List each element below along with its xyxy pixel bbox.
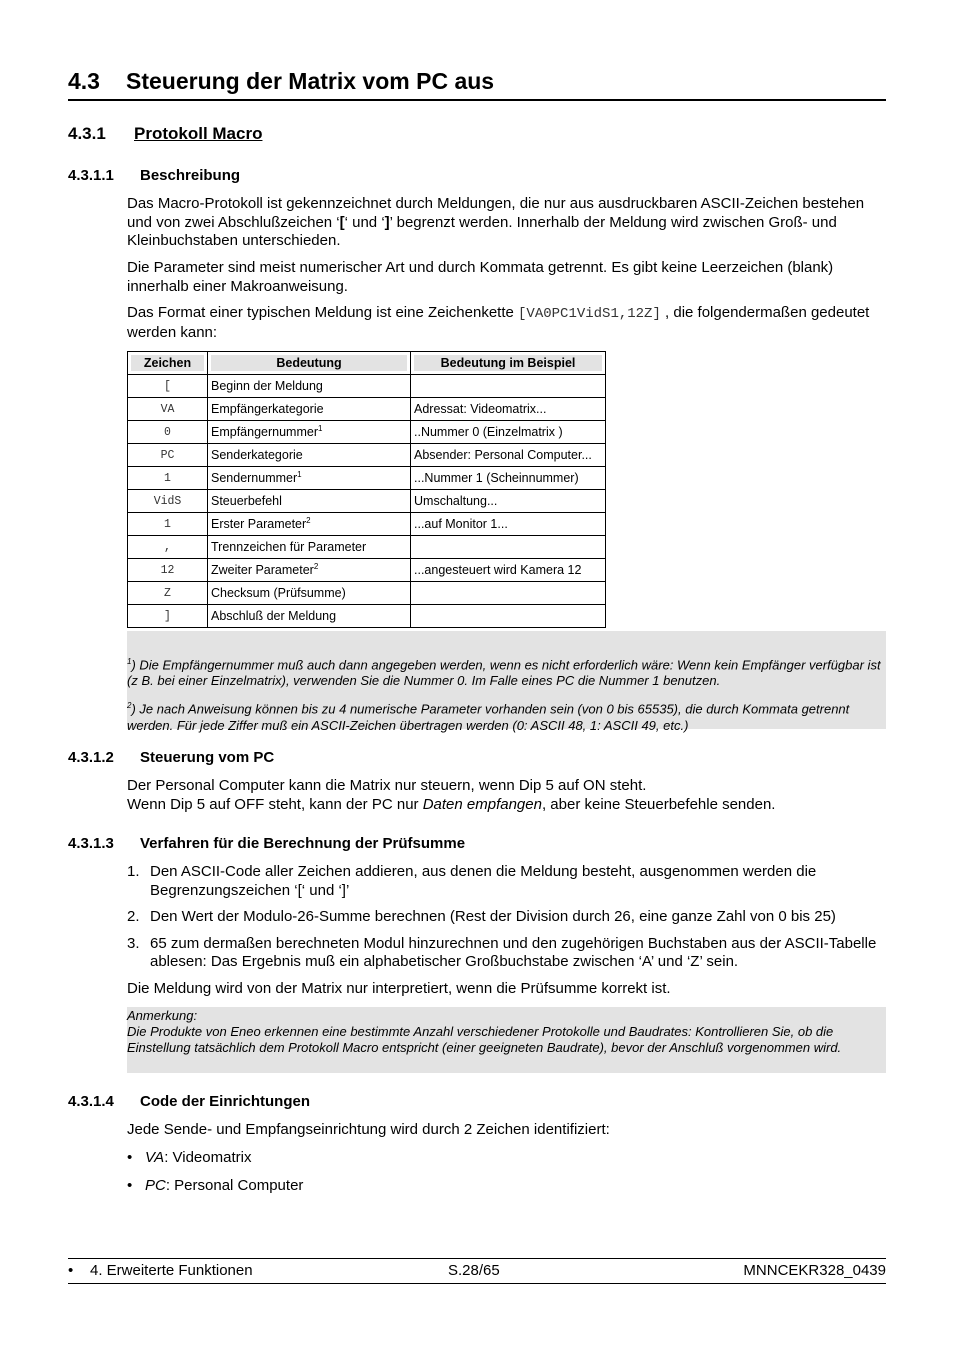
- cell-bedeutung: [208, 398, 411, 421]
- cell-beispiel: ...Nummer 1 (Scheinnummer): [411, 467, 606, 490]
- header-beispiel: [411, 352, 606, 375]
- heading-title: Verfahren für die Berechnung der Prüfsumme: [140, 835, 466, 852]
- footer-chapter: 4. Erweiterte Funktionen: [90, 1262, 253, 1279]
- list-item: [127, 863, 887, 900]
- cell-beispiel: [411, 605, 606, 628]
- text: Das Format einer typischen Meldung ist eine Zeichenkette: [127, 304, 519, 321]
- cell-text: Trennzeichen für Parameter: [211, 540, 367, 555]
- table-row: [128, 536, 606, 559]
- bullet-dot: •: [127, 1177, 133, 1194]
- cell-beispiel: [411, 536, 606, 559]
- macro-table: [127, 351, 606, 628]
- text-line: [127, 796, 887, 815]
- cell-beispiel: ...angesteuert wird Kamera 12: [411, 559, 606, 582]
- heading-number: 4.3.1.1: [68, 167, 114, 184]
- section-number: 4.3: [68, 68, 100, 94]
- paragraph-parameters: Die Parameter sind meist numerischer Art und durch Kommata getrennt. Es gibt keine Leerzeichen (blank) innerhalb einer Makroanweisung.: [127, 259, 834, 295]
- table-row: [128, 513, 606, 536]
- cell-text: Steuerbefehl: [211, 494, 282, 509]
- footnotes-box: [127, 631, 886, 733]
- cell-bedeutung: [208, 444, 411, 467]
- note-title: Anmerkung:: [127, 1008, 198, 1023]
- list-text: 65 zum dermaßen berechneten Modul hinzurechnen und den zugehörigen Buchstaben aus der ASCII-Tabelle ablesen: Das Ergebnis muß ein alphabetischer Großbuchstabe zwischen ‘A’ und ‘Z’ sein.: [150, 934, 877, 970]
- heading-code: [68, 1093, 310, 1110]
- table-row: [128, 582, 606, 605]
- table-row: [128, 467, 606, 490]
- footer-bullet: •: [68, 1262, 74, 1279]
- footnote-2: [127, 689, 886, 733]
- table-row: [128, 490, 606, 513]
- text: Das Macro-Protokoll ist gekennzeichnet durch Meldungen, die nur aus ausdruckbaren ASCII-Zeichen bestehen und von zwei Abschlußzeichen ‘: [127, 195, 865, 231]
- bracket-close: ]: [384, 213, 390, 231]
- cell-text: Senderkategorie: [211, 448, 303, 463]
- subsection-title: Protokoll Macro: [134, 124, 263, 143]
- bullet-dot: •: [127, 1149, 133, 1166]
- cell-zeichen: 12: [128, 559, 208, 582]
- checksum-steps: [127, 863, 887, 972]
- heading-title: Code der Einrichtungen: [140, 1093, 311, 1110]
- cell-beispiel: [411, 375, 606, 398]
- cell-beispiel: Adressat: Videomatrix...: [411, 398, 606, 421]
- heading-beschreibung: [68, 167, 240, 184]
- table-header-row: [128, 352, 606, 375]
- text: Wenn Dip 5 auf OFF steht, kann der PC nur: [127, 795, 423, 813]
- footnote-1: [127, 631, 886, 689]
- cell-zeichen: VA: [128, 398, 208, 421]
- cell-bedeutung: [208, 513, 411, 536]
- list-text: Den ASCII-Code aller Zeichen addieren, aus denen die Meldung besteht, ausgenommen werden die Begrenzungszeichen ‘[‘ und ‘]’: [150, 863, 817, 899]
- text: , die folgendermaßen gedeutet werden kann:: [127, 304, 870, 341]
- cell-bedeutung: [208, 375, 411, 398]
- cell-text: Sendernummer: [211, 471, 298, 486]
- cell-zeichen: VidS: [128, 490, 208, 513]
- cell-bedeutung: [208, 421, 411, 444]
- cell-bedeutung: [208, 490, 411, 513]
- list-number: 3.: [127, 934, 140, 952]
- note-text: Die Produkte von Eneo erkennen eine bestimmte Anzahl verschiedener Protokolle und Baudrates: Kontrollieren Sie, ob die Einstellung tatsächlich dem Protokoll Macro entspricht (einer geeigneten Baudrate), bevor der Anschluß vorgenommen wird.: [127, 1024, 842, 1055]
- note-box: [127, 1007, 886, 1073]
- cell-text: Empfängerkategorie: [211, 402, 324, 417]
- heading-title: Beschreibung: [140, 167, 241, 184]
- footer-page-number: S.28/65: [448, 1262, 500, 1279]
- cell-beispiel: ..Nummer 0 (Einzelmatrix ): [411, 421, 606, 444]
- footnote-mark: 2: [127, 701, 132, 711]
- paragraph-code: Jede Sende- und Empfangseinrichtung wird durch 2 Zeichen identifiziert:: [127, 1121, 610, 1138]
- bullet-code: VA: [145, 1149, 165, 1166]
- bullet-text: : Personal Computer: [165, 1177, 304, 1194]
- table-row: [128, 421, 606, 444]
- list-item: [127, 935, 887, 972]
- cell-zeichen: 0: [128, 421, 208, 444]
- heading-steuerung: [68, 749, 274, 766]
- bracket-open: [: [339, 213, 345, 231]
- text-line: Der Personal Computer kann die Matrix nur steuern, wenn Dip 5 auf ON steht.: [127, 777, 647, 794]
- paragraph-steuerung: [127, 777, 887, 814]
- cell-text: Checksum (Prüfsumme): [211, 586, 346, 601]
- footer-document-id: MNNCEKR328_0439: [743, 1262, 886, 1279]
- table-row: [128, 375, 606, 398]
- heading-number: 4.3.1.3: [68, 835, 114, 852]
- cell-zeichen: PC: [128, 444, 208, 467]
- bullet-item: [127, 1177, 303, 1194]
- cell-zeichen: ,: [128, 536, 208, 559]
- paragraph-interpretation: Die Meldung wird von der Matrix nur interpretiert, wenn die Prüfsumme korrekt ist.: [127, 980, 671, 997]
- cell-bedeutung: [208, 536, 411, 559]
- section-title: Steuerung der Matrix vom PC aus: [126, 68, 495, 94]
- page-footer: [68, 1258, 886, 1284]
- text: , aber keine Steuerbefehle senden.: [541, 795, 776, 813]
- cell-beispiel: [411, 582, 606, 605]
- list-text: Den Wert der Modulo-26-Summe berechnen (Rest der Division durch 26, eine ganze Zahl von 0 bis 25): [150, 908, 836, 925]
- bullet-code: PC: [145, 1177, 166, 1194]
- cell-bedeutung: [208, 467, 411, 490]
- footnote-text: ) Die Empfängernummer muß auch dann angegeben werden, wenn es nicht erforderlich wäre: Wenn kein Empfänger verfügbar ist (z B. bei einer Einzelmatrix), verwenden Sie die Nummer 0. Im Falle eines PC die Nummer 1 benutzen.: [127, 657, 881, 689]
- cell-zeichen: ]: [128, 605, 208, 628]
- list-number: 2.: [127, 908, 140, 925]
- cell-bedeutung: [208, 582, 411, 605]
- cell-beispiel: Umschaltung...: [411, 490, 606, 513]
- heading-pruefsumme: [68, 835, 465, 852]
- text: ’ begrenzt werden. Innerhalb der Meldung wird zwischen Groß- und Kleinbuchstaben unterschieden.: [127, 213, 837, 249]
- cell-text: Erster Parameter: [211, 517, 307, 532]
- footnote-ref: 1: [318, 424, 323, 434]
- bullet-item: [127, 1149, 251, 1166]
- bullet-text: : Videomatrix: [164, 1149, 252, 1166]
- heading-number: 4.3.1.4: [68, 1093, 114, 1110]
- table-row: [128, 559, 606, 582]
- italic-text: Daten empfangen: [422, 795, 542, 813]
- heading-number: 4.3.1.2: [68, 749, 114, 766]
- list-item: [127, 908, 887, 927]
- table-row: [128, 605, 606, 628]
- header-label: Zeichen: [131, 355, 204, 371]
- cell-bedeutung: [208, 605, 411, 628]
- subsection-number: 4.3.1: [68, 124, 106, 143]
- cell-text: Empfängernummer: [211, 425, 318, 440]
- cell-text: Beginn der Meldung: [211, 379, 323, 394]
- footnote-mark: 1: [127, 657, 132, 666]
- header-label: Bedeutung im Beispiel: [414, 355, 602, 371]
- section-heading: [68, 68, 886, 101]
- footnote-text: ) Je nach Anweisung können bis zu 4 numerische Parameter vorhanden sein (von 0 bis 65535), die durch Kommata getrennt werden. Für jede Ziffer muß ein ASCII-Zeichen übertragen werden (0: ASCII 48, 1: ASCII 49, etc.): [127, 701, 850, 733]
- heading-title: Steuerung vom PC: [140, 749, 275, 766]
- cell-zeichen: [: [128, 375, 208, 398]
- header-bedeutung: [208, 352, 411, 375]
- cell-zeichen: 1: [128, 467, 208, 490]
- cell-zeichen: Z: [128, 582, 208, 605]
- subsection-heading: [68, 124, 262, 144]
- paragraph-description: [127, 195, 887, 251]
- footnote-ref: 2: [306, 516, 311, 526]
- cell-text: Abschluß der Meldung: [211, 609, 337, 624]
- text: ‘ und ‘: [344, 213, 385, 231]
- paragraph-format: [127, 304, 887, 342]
- cell-beispiel: ...auf Monitor 1...: [411, 513, 606, 536]
- cell-text: Zweiter Parameter: [211, 563, 314, 578]
- list-number: 1.: [127, 863, 140, 880]
- cell-beispiel: Absender: Personal Computer...: [411, 444, 606, 467]
- table-row: [128, 444, 606, 467]
- cell-zeichen: 1: [128, 513, 208, 536]
- footnote-ref: 2: [313, 562, 319, 572]
- header-zeichen: [128, 352, 208, 375]
- footnote-ref: 1: [297, 470, 302, 480]
- example-code: [VA0PC1VidS1,12Z]: [518, 306, 661, 322]
- cell-bedeutung: [208, 559, 411, 582]
- header-label: Bedeutung: [211, 355, 407, 371]
- table-row: [128, 398, 606, 421]
